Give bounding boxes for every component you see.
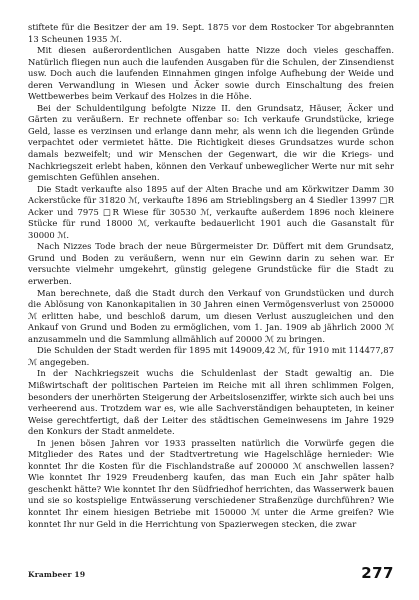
paragraph-1: stiftete für die Besitzer der am 19. Sept. 1875 vor dem Rostocker Tor abgebrannten 13 Scheunen 1935 ℳ. bbox=[28, 22, 394, 44]
paragraph-7: Die Schulden der Stadt werden für 1895 mit 149009,42 ℳ, für 1910 mit 114477,87 ℳ angegeben. bbox=[28, 345, 394, 367]
paragraph-8: In der Nachkriegszeit wuchs die Schuldenlast der Stadt gewaltig an. Die Mißwirtschaft der politischen Parteien im Reiche mit all ihren schlimmen Folgen, besonders der unerhörten Steigerung der Arbeitslosenziffer, wirkte sich auch bei uns verheerend aus. Trotzdem war es, wie alle Sachverständigen behaupteten, in keiner Weise gerechtfertigt, daß der Leiter des städtischen Gemeinwesens im Jahre 1929 den Konkurs der Stadt anmeldete. bbox=[28, 368, 394, 437]
printer-signature: Krambeer 19 bbox=[28, 570, 86, 579]
paragraph-2: Mit diesen außerordentlichen Ausgaben hatte Nizze doch vieles geschaffen. Natürlich fliegen nun auch die laufenden Ausgaben für die Schulen, der Zinsendienst usw. Doch auch die laufenden Einnahmen gingen infolge Aufhebung der Weide und deren Verwandlung in Wiesen und Äcker sowie durch Einschaltung des freien Wettbewerbes beim Verkauf des Holzes in die Höhe. bbox=[28, 45, 394, 102]
paragraph-5: Nach Nizzes Tode brach der neue Bürgermeister Dr. Düffert mit dem Grundsatz, Grund und Boden zu veräußern, wenn nur ein Gewinn darin zu sehen war. Er versuchte vielmehr umgekehrt, günstig gelegene Grundstücke für die Stadt zu erwerben. bbox=[28, 241, 394, 287]
paragraph-4: Die Stadt verkaufte also 1895 auf der Alten Brache und am Körkwitzer Damm 30 Ackerstücke für 31820 ℳ, verkaufte 1896 am Strieblingsberg an 4 Siedler 13997 □R Acker und 7975 □R Wiese für 30530 ℳ, verkaufte außerdem 1896 noch kleinere Stücke für rund 18000 ℳ, verkaufte bedauerlicht 1901 auch die Gasanstalt für 30000 ℳ. bbox=[28, 183, 394, 240]
page-footer bbox=[28, 560, 394, 582]
body-text bbox=[28, 22, 394, 530]
document-page bbox=[28, 22, 394, 582]
page-number: 277 bbox=[361, 564, 394, 582]
paragraph-6: Man berechnete, daß die Stadt durch den Verkauf von Grundstücken und durch die Ablösung von Kanonkapitalien in 30 Jahren einen Vermögensverlust von 250000 ℳ erlitten habe, und beschloß darum, um diesen Verlust auszugleichen und den Ankauf von Grund und Boden zu ermöglichen, vom 1. Jan. 1909 ab jährlich 2000 ℳ anzusammeln und die Sammlung allmählich auf 20000 ℳ zu bringen. bbox=[28, 287, 394, 344]
paragraph-3: Bei der Schuldentilgung befolgte Nizze II. den Grundsatz, Häuser, Äcker und Gärten zu veräußern. Er rechnete offenbar so: Ich verkaufe Grundstücke, kriege Geld, lasse es verzinsen und erlange dann mehr, als wenn ich die liegenden Gründe verpachtet oder vermietet hätte. Die Richtigkeit dieses Grundsatzes wurde schon damals bezweifelt; und wir Menschen der Gegenwart, die wir die Kriegs- und Nachkriegszeit erlebt haben, können den Verkauf unbeweglicher Werte nur mit sehr gemischten Gefühlen ansehen. bbox=[28, 102, 394, 183]
paragraph-9: In jenen bösen Jahren vor 1933 prasselten natürlich die Vorwürfe gegen die Mitglieder des Rates und der Stadtvertretung wie Hagelschläge hernieder: Wie konntet Ihr die Kosten für die Fischlandstraße auf 200000 ℳ anschwellen lassen? Wie konntet Ihr 1929 Freudenberg kaufen, das man Euch ein Jahr später halb geschenkt hätte? Wie konntet Ihr den Südfriedhof herrichten, das Wasserwerk bauen und sie so kostspielige Entwässerung verschiedener Straßenzüge durchführen? Wie konntet Ihr einem hiesigen Betriebe mit 150000 ℳ unter die Arme greifen? Wie konntet Ihr nur Geld in die Herrichtung von Spazierwegen stecken, die zwar bbox=[28, 437, 394, 529]
